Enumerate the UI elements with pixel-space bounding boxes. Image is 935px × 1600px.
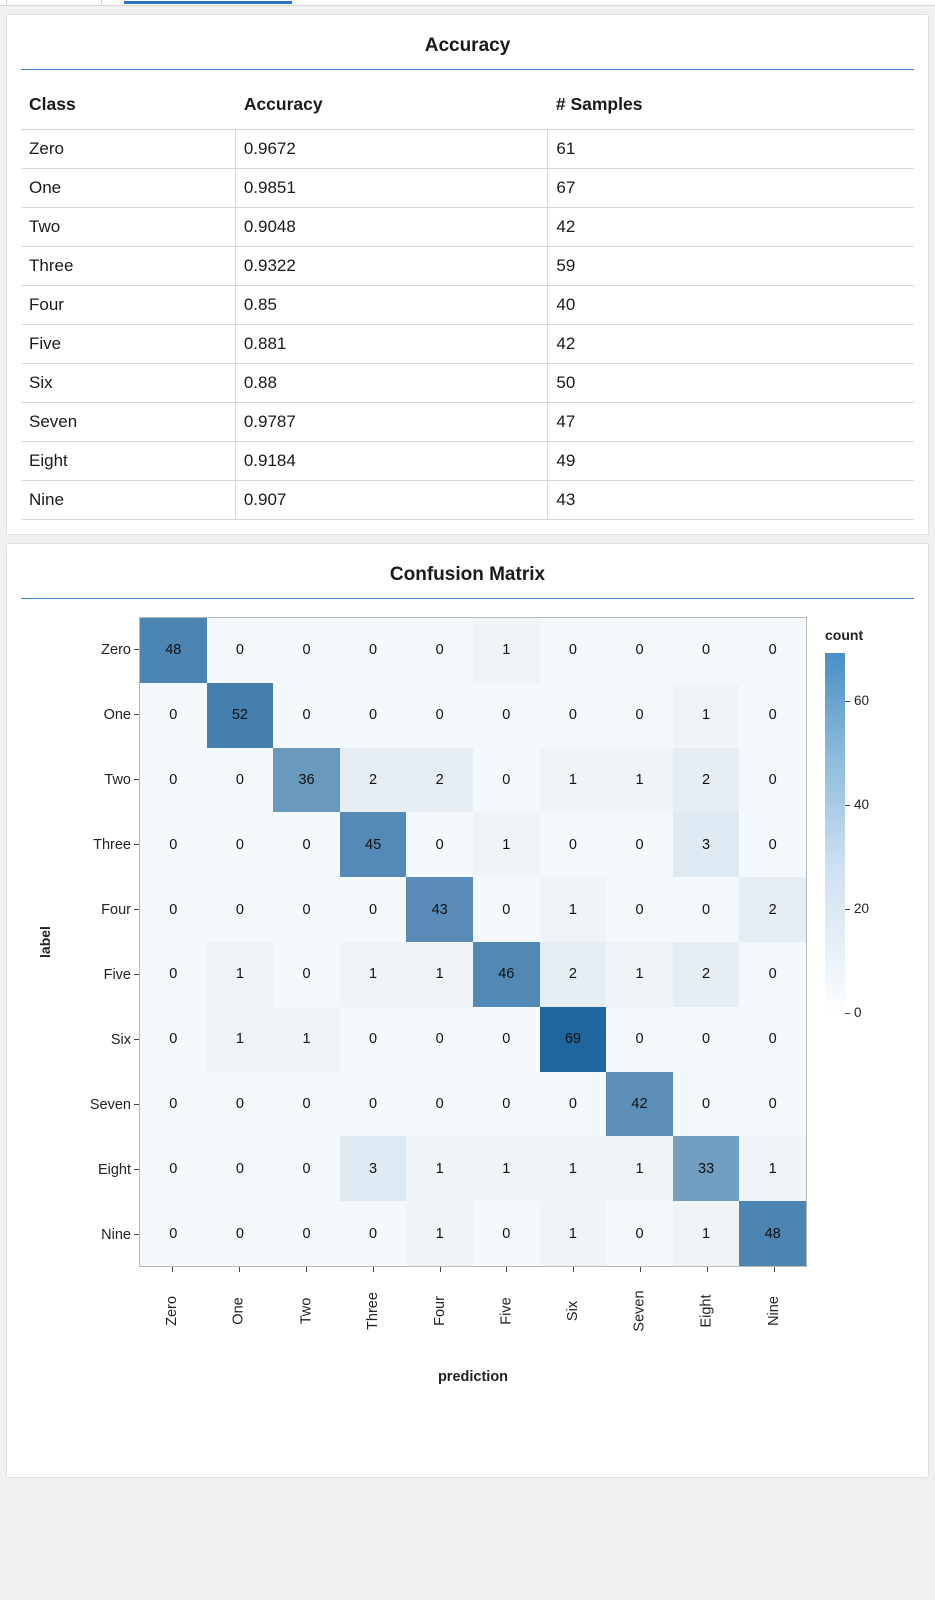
heatmap-cell[interactable]: 33: [673, 1136, 740, 1201]
cell-accuracy: 0.9184: [235, 442, 548, 481]
x-tick-label: Four: [406, 1267, 473, 1363]
heatmap-cell[interactable]: 0: [606, 618, 673, 683]
heatmap-cell[interactable]: 0: [140, 812, 207, 877]
cell-class: Eight: [21, 442, 235, 481]
legend-tick-40: 40: [845, 797, 875, 812]
heatmap-cell[interactable]: 52: [207, 683, 274, 748]
x-tick-label: Eight: [673, 1267, 740, 1363]
heatmap-cell[interactable]: 0: [207, 1072, 274, 1137]
heatmap-cell[interactable]: 0: [273, 1201, 340, 1266]
table-row: [21, 208, 914, 247]
column-header-class: Class: [21, 88, 235, 130]
column-header-samples: # Samples: [548, 88, 914, 130]
heatmap-cell[interactable]: 0: [273, 618, 340, 683]
cell-samples: 42: [548, 325, 914, 364]
heatmap-cell[interactable]: 1: [540, 1136, 607, 1201]
heatmap-cell[interactable]: 0: [406, 618, 473, 683]
heatmap-cell[interactable]: 0: [473, 1007, 540, 1072]
confusion-card-title: Confusion Matrix: [389, 564, 546, 585]
heatmap-cell[interactable]: 0: [540, 618, 607, 683]
heatmap-cell[interactable]: 1: [673, 1201, 740, 1266]
x-axis-ticks: [139, 1267, 807, 1363]
table-row: [21, 442, 914, 481]
heatmap-cell[interactable]: 0: [140, 942, 207, 1007]
table-row: [21, 130, 914, 169]
heatmap-cell[interactable]: 0: [406, 1072, 473, 1137]
heatmap-cell[interactable]: 1: [540, 748, 607, 813]
heatmap-cell[interactable]: 48: [739, 1201, 806, 1266]
heatmap-cell[interactable]: 69: [540, 1007, 607, 1072]
y-tick-label: Three: [55, 812, 139, 877]
cell-samples: 43: [548, 481, 914, 520]
x-tick-label: One: [206, 1267, 273, 1363]
confusion-title-divider: [21, 598, 914, 599]
y-tick-label: Two: [55, 747, 139, 812]
heatmap-cell[interactable]: 0: [273, 877, 340, 942]
heatmap-cell[interactable]: 1: [606, 1136, 673, 1201]
cell-class: Four: [21, 286, 235, 325]
heatmap-cell[interactable]: 1: [473, 618, 540, 683]
heatmap-cell[interactable]: 0: [140, 1072, 207, 1137]
legend-tick-20: 20: [845, 901, 875, 916]
column-header-accuracy: Accuracy: [235, 88, 548, 130]
accuracy-table-body: [21, 130, 914, 520]
cell-samples: 47: [548, 403, 914, 442]
heatmap-cell[interactable]: 0: [540, 683, 607, 748]
y-tick-label: Five: [55, 942, 139, 1007]
heatmap-cell[interactable]: 0: [273, 1072, 340, 1137]
heatmap-cell[interactable]: 2: [340, 748, 407, 813]
legend-gradient-bar: [825, 653, 845, 1013]
y-tick-label: Eight: [55, 1137, 139, 1202]
cell-class: Two: [21, 208, 235, 247]
heatmap-cell[interactable]: 0: [340, 1007, 407, 1072]
heatmap-cell[interactable]: 0: [473, 683, 540, 748]
heatmap-cell[interactable]: 0: [739, 812, 806, 877]
x-tick-label: Zero: [139, 1267, 206, 1363]
accuracy-table: [21, 88, 914, 520]
heatmap-cell[interactable]: 0: [406, 683, 473, 748]
heatmap-cell[interactable]: 0: [140, 748, 207, 813]
heatmap-cell[interactable]: 1: [273, 1007, 340, 1072]
cell-samples: 67: [548, 169, 914, 208]
heatmap-cell[interactable]: 0: [673, 618, 740, 683]
heatmap-cell[interactable]: 0: [273, 683, 340, 748]
heatmap-cell[interactable]: 0: [406, 1007, 473, 1072]
tab-strip: [0, 0, 935, 6]
heatmap-cell[interactable]: 0: [207, 1136, 274, 1201]
x-tick-label: Two: [273, 1267, 340, 1363]
color-legend: [825, 627, 925, 1027]
legend-tick-0: 0: [845, 1005, 875, 1020]
cell-accuracy: 0.9672: [235, 130, 548, 169]
heatmap-cell[interactable]: 0: [673, 877, 740, 942]
heatmap-cell[interactable]: 1: [739, 1136, 806, 1201]
cell-class: One: [21, 169, 235, 208]
cell-accuracy: 0.907: [235, 481, 548, 520]
cell-samples: 40: [548, 286, 914, 325]
heatmap-cell[interactable]: 1: [606, 748, 673, 813]
heatmap-cell[interactable]: 42: [606, 1072, 673, 1137]
heatmap-cell[interactable]: 0: [473, 1201, 540, 1266]
heatmap-cell[interactable]: 0: [140, 1136, 207, 1201]
card-bottom-padding: [7, 1407, 928, 1467]
heatmap-cell[interactable]: 0: [739, 942, 806, 1007]
accuracy-card: [6, 14, 929, 535]
y-axis-label-text: label: [37, 926, 53, 958]
heatmap-cell[interactable]: 0: [340, 618, 407, 683]
table-row: [21, 169, 914, 208]
heatmap-cell[interactable]: 0: [540, 812, 607, 877]
heatmap-cell[interactable]: 2: [540, 942, 607, 1007]
cell-samples: 49: [548, 442, 914, 481]
heatmap-cell[interactable]: 0: [273, 1136, 340, 1201]
cell-accuracy: 0.9851: [235, 169, 548, 208]
heatmap-cell[interactable]: 0: [140, 683, 207, 748]
y-tick-label: One: [55, 682, 139, 747]
heatmap-cell[interactable]: 0: [606, 812, 673, 877]
heatmap-cell[interactable]: 0: [673, 1007, 740, 1072]
heatmap-cell[interactable]: 1: [406, 1201, 473, 1266]
accuracy-card-title: Accuracy: [424, 35, 511, 56]
heatmap-cell[interactable]: 48: [140, 618, 207, 683]
cell-class: Six: [21, 364, 235, 403]
tab-inactive[interactable]: [6, 0, 102, 4]
confusion-matrix-card: [6, 543, 929, 1478]
heatmap-cell[interactable]: 0: [739, 683, 806, 748]
cell-samples: 50: [548, 364, 914, 403]
heatmap-cell[interactable]: 0: [340, 877, 407, 942]
heatmap-cell[interactable]: 0: [606, 1201, 673, 1266]
heatmap-cell[interactable]: 1: [406, 1136, 473, 1201]
table-row: [21, 286, 914, 325]
table-row: [21, 364, 914, 403]
heatmap-cell[interactable]: 46: [473, 942, 540, 1007]
table-row: [21, 403, 914, 442]
heatmap-cell[interactable]: 0: [207, 618, 274, 683]
y-tick-label: Four: [55, 877, 139, 942]
cell-accuracy: 0.85: [235, 286, 548, 325]
y-tick-label: Six: [55, 1007, 139, 1072]
heatmap-cell[interactable]: 0: [739, 1007, 806, 1072]
heatmap-cell[interactable]: 1: [473, 812, 540, 877]
cell-class: Seven: [21, 403, 235, 442]
heatmap-cell[interactable]: 0: [739, 748, 806, 813]
heatmap-cell[interactable]: 0: [606, 1007, 673, 1072]
heatmap-cell[interactable]: 2: [406, 748, 473, 813]
confusion-matrix-plot: [7, 617, 928, 1407]
cell-accuracy: 0.9048: [235, 208, 548, 247]
heatmap-cell[interactable]: 1: [606, 942, 673, 1007]
heatmap-cell[interactable]: 1: [673, 683, 740, 748]
x-axis-label: prediction: [437, 1369, 509, 1385]
table-row: [21, 247, 914, 286]
heatmap-cell[interactable]: 36: [273, 748, 340, 813]
y-tick-label: Seven: [55, 1072, 139, 1137]
cell-samples: 61: [548, 130, 914, 169]
heatmap-cell[interactable]: 0: [406, 812, 473, 877]
cell-accuracy: 0.88: [235, 364, 548, 403]
heatmap-cell[interactable]: 0: [140, 1007, 207, 1072]
heatmap-cell[interactable]: 0: [540, 1072, 607, 1137]
legend-title: count: [825, 627, 864, 643]
heatmap-cell[interactable]: 0: [673, 1072, 740, 1137]
heatmap-cell[interactable]: 0: [140, 1201, 207, 1266]
tab-active[interactable]: [124, 0, 292, 4]
table-header-row: [21, 88, 914, 130]
heatmap-cell[interactable]: 1: [540, 1201, 607, 1266]
accuracy-title-divider: [21, 69, 914, 70]
heatmap-cell[interactable]: 0: [340, 683, 407, 748]
x-tick-label: Six: [540, 1267, 607, 1363]
cell-accuracy: 0.9787: [235, 403, 548, 442]
x-tick-label: Seven: [607, 1267, 674, 1363]
cell-samples: 59: [548, 247, 914, 286]
table-row: [21, 481, 914, 520]
cell-samples: 42: [548, 208, 914, 247]
heatmap-cell[interactable]: 0: [340, 1201, 407, 1266]
heatmap-cell[interactable]: 1: [207, 942, 274, 1007]
heatmap-cell[interactable]: 0: [207, 748, 274, 813]
cell-class: Nine: [21, 481, 235, 520]
cell-accuracy: 0.881: [235, 325, 548, 364]
heatmap-cell[interactable]: 0: [739, 618, 806, 683]
heatmap-cell[interactable]: 2: [739, 877, 806, 942]
heatmap-cell[interactable]: 0: [606, 683, 673, 748]
x-tick-label: Three: [339, 1267, 406, 1363]
heatmap-cell[interactable]: 1: [406, 942, 473, 1007]
cell-accuracy: 0.9322: [235, 247, 548, 286]
x-tick-label: Five: [473, 1267, 540, 1363]
heatmap-cell[interactable]: 0: [140, 877, 207, 942]
heatmap-cell[interactable]: 0: [739, 1072, 806, 1137]
cell-class: Five: [21, 325, 235, 364]
heatmap-cell[interactable]: 0: [606, 877, 673, 942]
heatmap-cell[interactable]: 0: [273, 812, 340, 877]
heatmap-cell[interactable]: 3: [340, 1136, 407, 1201]
heatmap-cell[interactable]: 0: [207, 877, 274, 942]
legend-bar-wrap: [825, 653, 895, 1020]
heatmap-cell[interactable]: 1: [207, 1007, 274, 1072]
cell-class: Zero: [21, 130, 235, 169]
heatmap-cell[interactable]: 0: [473, 748, 540, 813]
heatmap-cell[interactable]: 2: [673, 748, 740, 813]
heatmap-cell[interactable]: 0: [473, 1072, 540, 1137]
heatmap-cell[interactable]: 1: [540, 877, 607, 942]
heatmap-cell[interactable]: 0: [273, 942, 340, 1007]
heatmap-cell[interactable]: 0: [473, 877, 540, 942]
heatmap-cell[interactable]: 0: [340, 1072, 407, 1137]
heatmap-cell[interactable]: 43: [406, 877, 473, 942]
heatmap-grid: [139, 617, 807, 1267]
heatmap-cell[interactable]: 3: [673, 812, 740, 877]
y-axis-ticks: [55, 617, 139, 1267]
table-row: [21, 325, 914, 364]
heatmap-cell[interactable]: 1: [473, 1136, 540, 1201]
heatmap-cell[interactable]: 1: [340, 942, 407, 1007]
legend-tick-60: 60: [845, 693, 875, 708]
heatmap-cell[interactable]: 45: [340, 812, 407, 877]
heatmap-cell[interactable]: 2: [673, 942, 740, 1007]
x-tick-label: Nine: [740, 1267, 807, 1363]
y-tick-label: Zero: [55, 617, 139, 682]
y-axis-label: [35, 617, 55, 1267]
y-tick-label: Nine: [55, 1202, 139, 1267]
heatmap-cell[interactable]: 0: [207, 1201, 274, 1266]
heatmap-cell[interactable]: 0: [207, 812, 274, 877]
cell-class: Three: [21, 247, 235, 286]
